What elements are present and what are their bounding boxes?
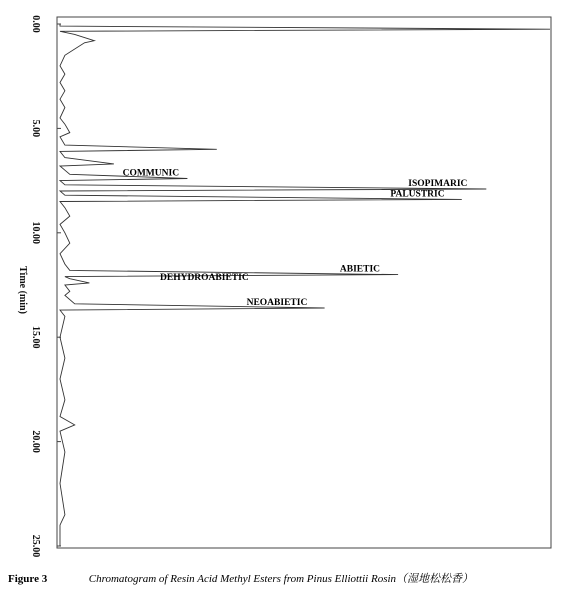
plot-frame — [57, 17, 551, 548]
peak-label: ISOPIMARIC — [408, 179, 468, 189]
time-tick-label: 20.00 — [30, 430, 41, 453]
time-tick-label: 0.00 — [30, 15, 41, 33]
time-tick-label: 10.00 — [30, 221, 41, 245]
time-axis-title: Time (min) — [17, 266, 28, 314]
time-axis-ticks — [30, 15, 61, 557]
chromatogram-trace — [60, 24, 550, 546]
time-tick-label: 5.00 — [30, 119, 41, 138]
time-tick-label: 25.00 — [30, 534, 41, 558]
peak-labels — [123, 169, 468, 309]
peak-label: PALUSTRIC — [390, 189, 445, 200]
peak-label: COMMUNIC — [122, 168, 180, 179]
time-tick-label: 15.00 — [30, 325, 41, 349]
peak-label: DEHYDROABIETIC — [160, 272, 249, 283]
peak-label: NEOABIETIC — [246, 298, 308, 308]
figure-caption-text: Chromatogram of Resin Acid Methyl Esters from Pinus Elliottii Rosin（湿地松松香） — [88, 573, 474, 585]
peak-label: ABIETIC — [339, 264, 381, 275]
figure-caption — [8, 570, 568, 590]
figure-number: Figure 3 — [8, 573, 48, 585]
